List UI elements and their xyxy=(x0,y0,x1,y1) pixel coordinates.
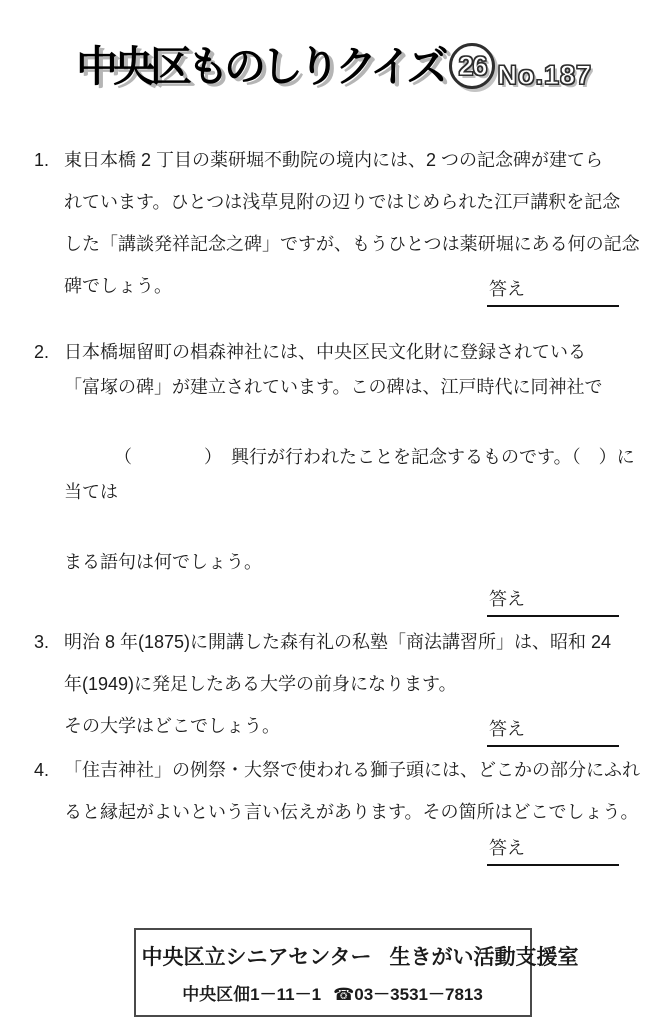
question-text-line: 日本橋堀留町の椙森神社には、中央区民文化財に登録されている xyxy=(64,342,586,363)
question-text-line xyxy=(64,405,647,545)
edition-number: 26 xyxy=(458,50,487,81)
answer-blank-4[interactable] xyxy=(487,833,619,866)
phone-number: 03－3531－7813 xyxy=(354,985,483,1005)
question-4 xyxy=(34,749,647,866)
question-text-line: れています。ひとつは浅草見附の辺りではじめられた江戸講釈を記念 xyxy=(64,192,621,213)
address-text: 中央区佃1－11－1 xyxy=(182,985,322,1005)
issue-number: No.187 xyxy=(497,60,593,91)
contact-box xyxy=(134,928,579,1017)
question-text-line: した「講談発祥記念之碑」ですが、もうひとつは薬研堀にある何の記念 xyxy=(64,234,640,255)
answer-blank-3[interactable] xyxy=(487,714,619,747)
question-number: 4. xyxy=(34,760,50,781)
question-text-line: 東日本橋 2 丁目の薬研堀不動院の境内には、2 つの記念碑が建てら xyxy=(64,150,604,171)
question-text-line: 年(1949)に発足したある大学の前身になります。 xyxy=(64,674,457,695)
question-2 xyxy=(34,335,647,617)
question-list xyxy=(34,139,647,866)
answer-label: 答え xyxy=(489,589,525,610)
question-text-line: 「住吉神社」の例祭・大祭で使われる獅子頭には、どこかの部分にふれ xyxy=(64,760,640,781)
page-title xyxy=(76,42,665,92)
answer-blank-1[interactable] xyxy=(487,274,619,307)
answer-blank-2[interactable] xyxy=(487,584,619,617)
paren-open: （ xyxy=(114,447,133,468)
question-number: 3. xyxy=(34,632,50,653)
title-text: 中央区ものしりクイズ xyxy=(76,43,444,90)
department-name: 生きがい活動支援室 xyxy=(389,946,579,970)
question-3 xyxy=(34,621,647,747)
answer-label: 答え xyxy=(489,719,525,740)
question-number: 2. xyxy=(34,342,50,363)
question-text-line: 明治 8 年(1875)に開講した森有礼の私塾「商法講習所」は、昭和 24 xyxy=(64,632,612,653)
question-text-line: その大学はどこでしょう。 xyxy=(64,716,280,737)
quiz-sheet xyxy=(0,42,665,1005)
question-1 xyxy=(34,139,647,307)
question-text-line: まる語句は何でしょう。 xyxy=(64,552,262,573)
answer-label: 答え xyxy=(489,838,525,859)
organization-name: 中央区立シニアセンター xyxy=(141,946,372,970)
question-number: 1. xyxy=(34,150,50,171)
answer-label: 答え xyxy=(489,279,525,300)
question-text-line: 碑でしょう。 xyxy=(64,276,172,297)
edition-circle-badge xyxy=(449,43,495,89)
question-text-line: 「富塚の碑」が建立されています。この碑は、江戸時代に同神社で xyxy=(64,377,603,398)
paren-rest: ） 興行が行われたことを記念するものです。（ ）に当ては xyxy=(64,447,635,503)
question-text-line: ると縁起がよいという言い伝えがあります。その箇所はどこでしょう。 xyxy=(64,802,639,823)
phone-icon: ☎ xyxy=(333,985,355,1005)
